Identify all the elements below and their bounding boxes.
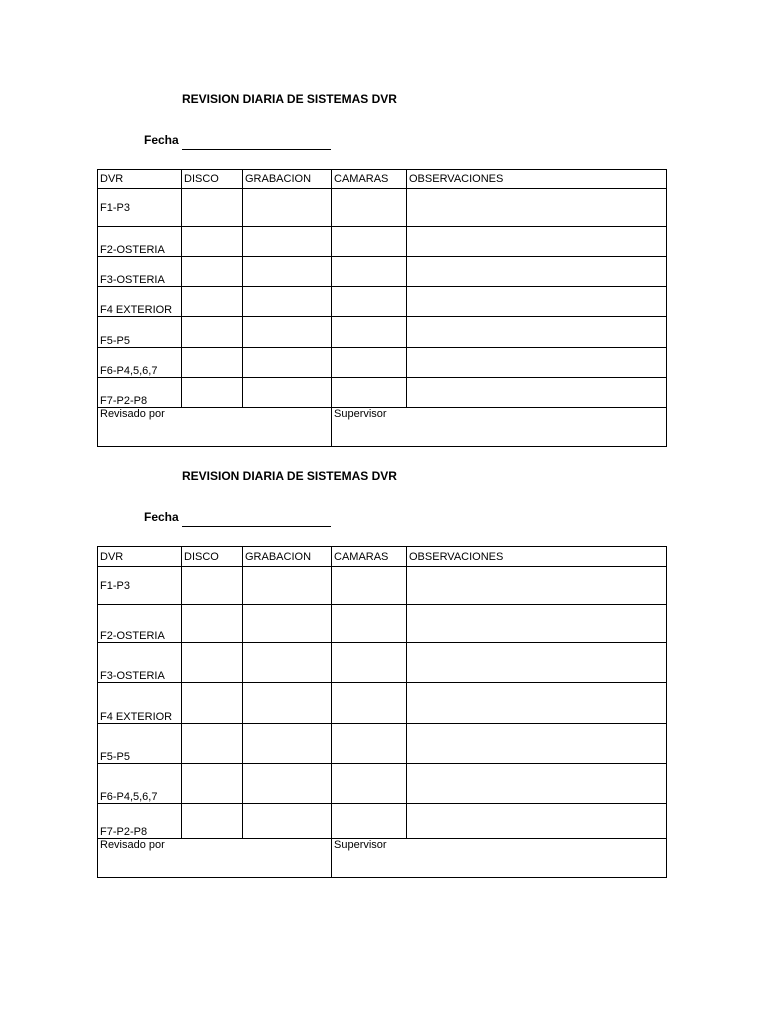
disco-cell[interactable] xyxy=(182,378,243,408)
grabacion-cell[interactable] xyxy=(243,227,332,257)
form-title: REVISION DIARIA DE SISTEMAS DVR xyxy=(182,469,397,483)
grabacion-cell[interactable] xyxy=(243,683,332,724)
table-row xyxy=(98,567,667,605)
col-header-camaras: CAMARAS xyxy=(332,547,407,567)
row-label: F7-P2-P8 xyxy=(98,804,182,839)
fecha-label: Fecha xyxy=(144,133,179,147)
grabacion-cell[interactable] xyxy=(243,378,332,408)
row-label: F3-OSTERIA xyxy=(98,257,182,287)
camaras-cell[interactable] xyxy=(332,804,407,839)
col-header-dvr: DVR xyxy=(98,170,182,189)
camaras-cell[interactable] xyxy=(332,257,407,287)
camaras-cell[interactable] xyxy=(332,227,407,257)
observaciones-cell[interactable] xyxy=(407,378,667,408)
disco-cell[interactable] xyxy=(182,567,243,605)
camaras-cell[interactable] xyxy=(332,378,407,408)
grabacion-cell[interactable] xyxy=(243,257,332,287)
table-row xyxy=(98,804,667,839)
revisado-por-field[interactable] xyxy=(98,408,332,447)
row-label: F6-P4,5,6,7 xyxy=(98,348,182,378)
disco-cell[interactable] xyxy=(182,764,243,804)
observaciones-cell[interactable] xyxy=(407,567,667,605)
grabacion-cell[interactable] xyxy=(243,764,332,804)
col-header-dvr: DVR xyxy=(98,547,182,567)
disco-cell[interactable] xyxy=(182,804,243,839)
signature-row xyxy=(98,839,667,878)
grabacion-cell[interactable] xyxy=(243,605,332,643)
disco-cell[interactable] xyxy=(182,643,243,683)
table-row xyxy=(98,605,667,643)
observaciones-cell[interactable] xyxy=(407,724,667,764)
camaras-cell[interactable] xyxy=(332,643,407,683)
row-label: F5-P5 xyxy=(98,317,182,348)
disco-cell[interactable] xyxy=(182,227,243,257)
supervisor-label: Supervisor xyxy=(334,408,387,420)
form-title: REVISION DIARIA DE SISTEMAS DVR xyxy=(182,92,397,106)
fecha-label: Fecha xyxy=(144,510,179,524)
signature-row xyxy=(98,408,667,447)
table-row xyxy=(98,764,667,804)
camaras-cell[interactable] xyxy=(332,287,407,317)
col-header-observaciones: OBSERVACIONES xyxy=(407,170,667,189)
row-label: F1-P3 xyxy=(98,189,182,227)
camaras-cell[interactable] xyxy=(332,764,407,804)
observaciones-cell[interactable] xyxy=(407,764,667,804)
camaras-cell[interactable] xyxy=(332,317,407,348)
observaciones-cell[interactable] xyxy=(407,643,667,683)
camaras-cell[interactable] xyxy=(332,567,407,605)
grabacion-cell[interactable] xyxy=(243,567,332,605)
observaciones-cell[interactable] xyxy=(407,348,667,378)
row-label: F5-P5 xyxy=(98,724,182,764)
grabacion-cell[interactable] xyxy=(243,287,332,317)
col-header-grabacion: GRABACION xyxy=(243,170,332,189)
revisado-por-label: Revisado por xyxy=(100,839,165,851)
table-row xyxy=(98,683,667,724)
disco-cell[interactable] xyxy=(182,683,243,724)
row-label: F3-OSTERIA xyxy=(98,643,182,683)
table-row xyxy=(98,348,667,378)
table-header-row xyxy=(98,547,667,567)
camaras-cell[interactable] xyxy=(332,348,407,378)
table-row xyxy=(98,257,667,287)
disco-cell[interactable] xyxy=(182,189,243,227)
disco-cell[interactable] xyxy=(182,724,243,764)
row-label: F7-P2-P8 xyxy=(98,378,182,408)
disco-cell[interactable] xyxy=(182,257,243,287)
observaciones-cell[interactable] xyxy=(407,804,667,839)
grabacion-cell[interactable] xyxy=(243,348,332,378)
observaciones-cell[interactable] xyxy=(407,317,667,348)
camaras-cell[interactable] xyxy=(332,683,407,724)
col-header-disco: DISCO xyxy=(182,547,243,567)
fecha-field[interactable] xyxy=(182,149,331,150)
dvr-table xyxy=(97,169,667,447)
row-label: F4 EXTERIOR xyxy=(98,683,182,724)
revisado-por-label: Revisado por xyxy=(100,408,165,420)
grabacion-cell[interactable] xyxy=(243,189,332,227)
col-header-disco: DISCO xyxy=(182,170,243,189)
grabacion-cell[interactable] xyxy=(243,643,332,683)
supervisor-field[interactable] xyxy=(332,839,667,878)
observaciones-cell[interactable] xyxy=(407,189,667,227)
row-label: F4 EXTERIOR xyxy=(98,287,182,317)
observaciones-cell[interactable] xyxy=(407,683,667,724)
table-row xyxy=(98,287,667,317)
grabacion-cell[interactable] xyxy=(243,724,332,764)
row-label: F2-OSTERIA xyxy=(98,605,182,643)
row-label: F6-P4,5,6,7 xyxy=(98,764,182,804)
disco-cell[interactable] xyxy=(182,287,243,317)
dvr-table xyxy=(97,546,667,878)
supervisor-label: Supervisor xyxy=(334,839,387,851)
supervisor-field[interactable] xyxy=(332,408,667,447)
table-row xyxy=(98,724,667,764)
disco-cell[interactable] xyxy=(182,348,243,378)
camaras-cell[interactable] xyxy=(332,189,407,227)
grabacion-cell[interactable] xyxy=(243,804,332,839)
disco-cell[interactable] xyxy=(182,317,243,348)
table-row xyxy=(98,189,667,227)
observaciones-cell[interactable] xyxy=(407,257,667,287)
observaciones-cell[interactable] xyxy=(407,287,667,317)
table-row xyxy=(98,227,667,257)
row-label: F2-OSTERIA xyxy=(98,227,182,257)
camaras-cell[interactable] xyxy=(332,605,407,643)
col-header-observaciones: OBSERVACIONES xyxy=(407,547,667,567)
table-row xyxy=(98,317,667,348)
fecha-field[interactable] xyxy=(182,526,331,527)
table-row xyxy=(98,378,667,408)
revisado-por-field[interactable] xyxy=(98,839,332,878)
disco-cell[interactable] xyxy=(182,605,243,643)
table-row xyxy=(98,643,667,683)
camaras-cell[interactable] xyxy=(332,724,407,764)
observaciones-cell[interactable] xyxy=(407,605,667,643)
col-header-grabacion: GRABACION xyxy=(243,547,332,567)
table-header-row xyxy=(98,170,667,189)
col-header-camaras: CAMARAS xyxy=(332,170,407,189)
observaciones-cell[interactable] xyxy=(407,227,667,257)
grabacion-cell[interactable] xyxy=(243,317,332,348)
row-label: F1-P3 xyxy=(98,567,182,605)
